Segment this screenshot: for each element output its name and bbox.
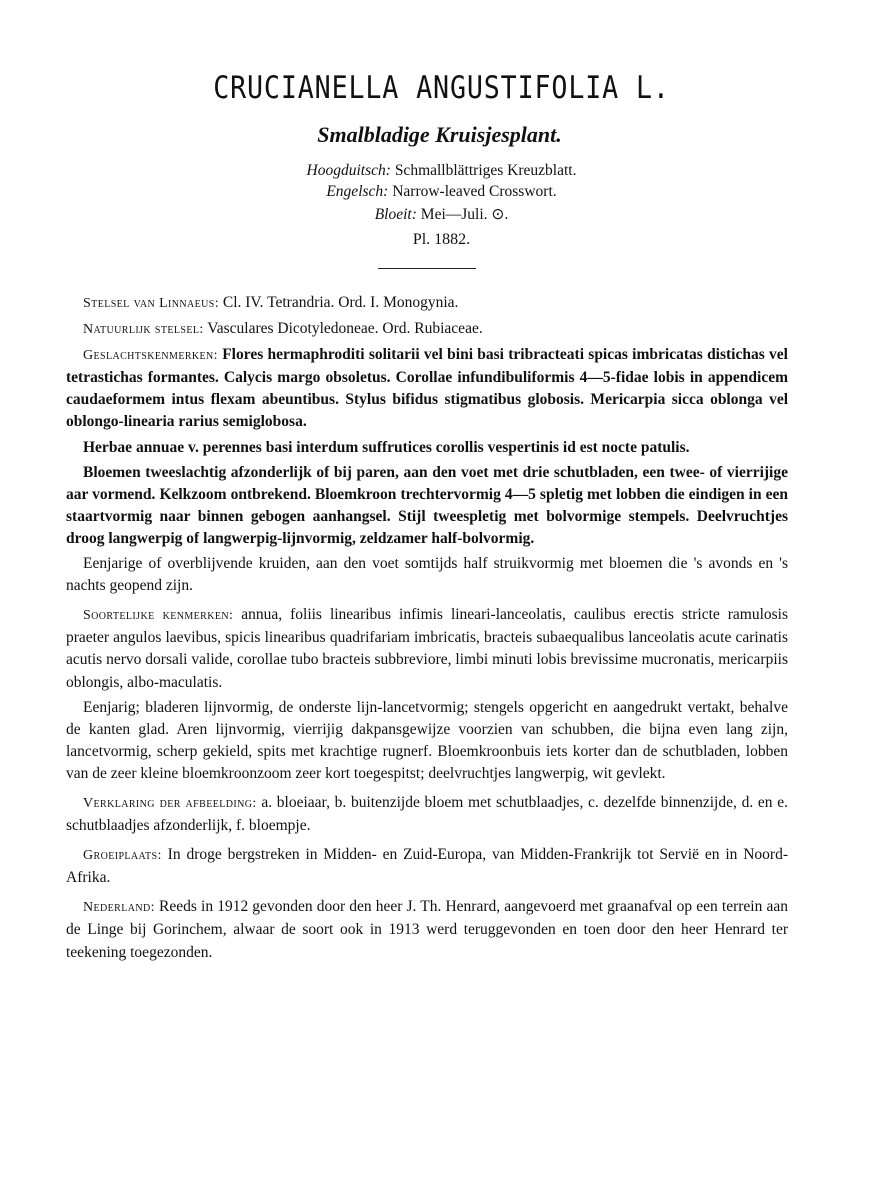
section-genus-characters bbox=[66, 344, 788, 433]
synonym-german bbox=[0, 162, 883, 180]
section-species-characters bbox=[66, 604, 788, 693]
genus-dutch-text: Bloemen tweeslachtig afzonderlijk of bij paren, aan den voet met drie schutbladen, een twee- of vierrijige aar vormend. Kelkzoom ontbrekend. Bloemkroon trechtervormig 4—5 spletig met lobben die eindigen in een staartvormig naar binnen gebogen aanhangsel. Stijl tweespletig met bolvormige stempels. Deelvruchtjes droog langwerpig of langwerpig-lijnvormig, zeldzamer half-bolvormig. bbox=[66, 463, 788, 547]
genus-dutch-text-2: Eenjarige of overblijvende kruiden, aan den voet somtijds half struikvormig met bloemen die 's avonds en 's nachts geopend zijn. bbox=[66, 555, 788, 595]
section-text: Reeds in 1912 gevonden door den heer J. Th. Henrard, aangevoerd met graanafval op een terrein aan de Linge bij Gorinchem, alwaar de soort ook in 1913 werd teruggevonden en toen door den heer Henrard ter teekening toegezonden. bbox=[66, 898, 788, 961]
description-body bbox=[66, 292, 788, 971]
species-dutch-text: Eenjarig; bladeren lijnvormig, de onderste lijn-lancetvormig; stengels opgericht en aangedrukt vertakt, behalve de kanten glad. Aren lijnvormig, vierrijig dakpansgewijze voorzien van schubben, die bijna even lang zijn, lancetvormig, scherp gekield, spits met krachtige rugnerf. Bloemkroonbuis iets korter dan de schutbladen, lobben van de zeer kleine bloemkroonzoom zeer kort toegespitst; deelvruchtjes langwerpig, wit gevlekt. bbox=[66, 698, 788, 782]
section-text: a. bloeiaar, b. buitenzijde bloem met schutblaadjes, c. dezelfde binnenzijde, d. en e. schutblaadjes afzonderlijk, f. bloempje. bbox=[66, 793, 788, 835]
section-label: Geslachtskenmerken: bbox=[83, 348, 218, 364]
synonym-value: Schmallblättriges Kreuzblatt. bbox=[394, 162, 577, 179]
section-label: Nederland: bbox=[83, 900, 155, 916]
synonym-value: Mei—Juli. ⊙. bbox=[420, 206, 509, 223]
section-label: Verklaring der afbeelding: bbox=[83, 795, 257, 811]
flowering-period bbox=[0, 205, 883, 224]
synonym-label: Bloeit: bbox=[374, 206, 417, 223]
section-natural-system bbox=[66, 318, 788, 341]
synonym-value: Narrow-leaved Crosswort. bbox=[392, 183, 557, 200]
section-habitat bbox=[66, 844, 788, 889]
synonym-label: Hoogduitsch: bbox=[306, 162, 391, 179]
section-label: Soortelijke kenmerken: bbox=[83, 608, 234, 624]
section-text: In droge bergstreken in Midden- en Zuid-Europa, van Midden-Frankrijk tot Servië en in Noord-Afrika. bbox=[66, 846, 789, 887]
section-figure-explanation bbox=[66, 792, 788, 837]
species-title: CRUCIANELLA ANGUSTIFOLIA L. bbox=[213, 70, 670, 106]
synonym-english bbox=[0, 183, 883, 201]
section-label: Groeiplaats: bbox=[83, 848, 162, 864]
synonym-label: Engelsch: bbox=[326, 183, 389, 200]
genus-herbae-text: Herbae annuae v. perennes basi interdum suffrutices corollis vespertinis id est nocte patulis. bbox=[83, 438, 690, 456]
section-label: Natuurlijk stelsel: bbox=[83, 322, 204, 338]
dutch-common-name: Smalbladige Kruisjesplant. bbox=[317, 122, 562, 147]
section-text: Vasculares Dicotyledoneae. Ord. Rubiaceae. bbox=[207, 320, 483, 338]
section-label: Stelsel van Linnaeus: bbox=[83, 296, 219, 311]
section-text: Cl. IV. Tetrandria. Ord. I. Monogynia. bbox=[222, 294, 459, 311]
divider-rule bbox=[378, 268, 476, 269]
section-text: Flores hermaphroditi solitarii vel bini basi tribracteati spicas imbricatas distichas vel tetrastichas formantes. Calycis margo obsoletus. Corollae infundibuliformis 4—5-fidae lobis in appendicem caudaeformem intus flexam abeuntibus. Stylus bifidus stigmatibus globosis. Mericarpia sicca oblonga vel oblongo-linearia rarius semiglobosa. bbox=[66, 346, 788, 431]
section-netherlands bbox=[66, 896, 788, 963]
section-text: annua, foliis linearibus infimis lineari-lanceolatis, caulibus erectis stricte ramulosis praeter angulos laevibus, spicis linearibus quadrifariam imbricatis, bracteis subaequalibus lanceolatis acute carinatis acutis nervo dorsali valide, corollae tubo bracteis subbreviore, limbi minuti lobis brevissime mucronatis, mericarpiis oblongis, albo-maculatis. bbox=[66, 606, 789, 691]
plate-number: Pl. 1882. bbox=[412, 231, 471, 248]
section-linnaeus bbox=[66, 292, 788, 315]
